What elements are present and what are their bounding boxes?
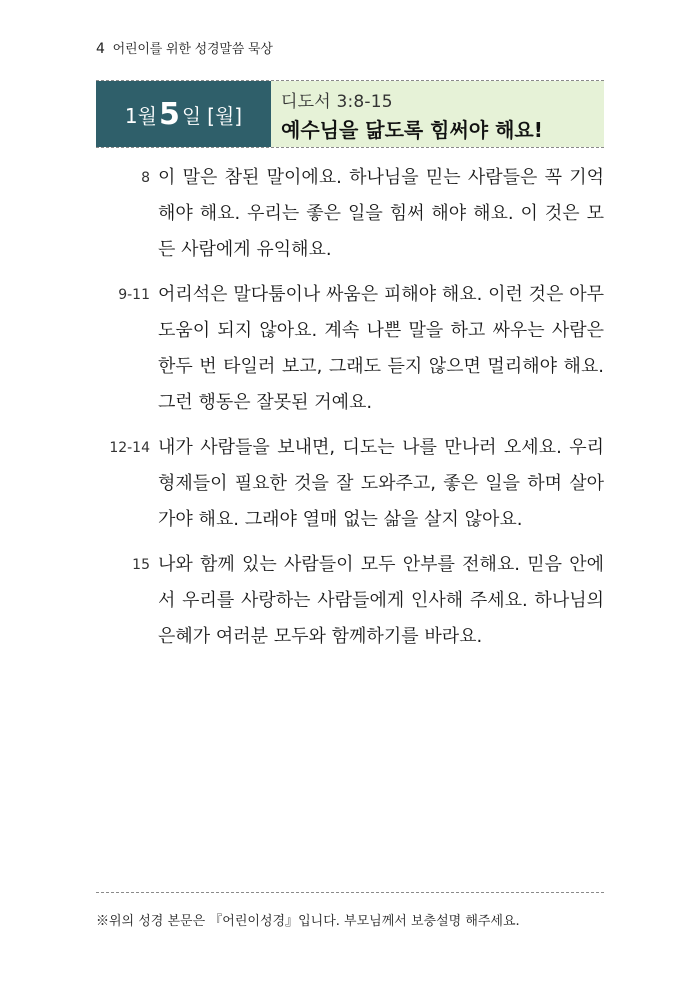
footnote: ※위의 성경 본문은 『어린이성경』입니다. 부모님께서 보충설명 해주세요. [96,914,520,929]
verse-block [96,160,604,268]
verse-number: 12-14 [109,440,150,456]
verse-block [96,277,604,421]
date-weekday: [월] [207,103,243,128]
verse-text: 내가 사람들을 보내면, 디도는 나를 만나러 오세요. 우리 형제들이 필요한 것을 잘 도와주고, 좋은 일을 하며 살아가야 해요. 그래야 열매 없는 삶을 살지 않아요. [158,437,604,530]
scripture-reference: 디도서 3:8-15 [281,92,393,112]
title-panel [271,81,604,147]
date-month: 1월 [124,103,157,128]
page-number: 4 [96,41,105,57]
verse-text: 어리석은 말다툼이나 싸움은 피해야 해요. 이런 것은 아무 도움이 되지 않아요. 계속 나쁜 말을 하고 싸우는 사람은 한두 번 타일러 보고, 그래도 듣지 않으면 멀리해야 해요. 그런 행동은 잘못된 거예요. [158,284,604,413]
date-day: 5 [158,96,180,132]
running-head [96,38,273,57]
date-badge [96,81,271,147]
verse-number: 9-11 [118,287,150,303]
running-head-title: 어린이를 위한 성경말씀 묵상 [112,42,273,57]
verse-text: 이 말은 참된 말이에요. 하나님을 믿는 사람들은 꼭 기억해야 해요. 우리는 좋은 일을 힘써 해야 해요. 이 것은 모든 사람에게 유익해요. [158,167,604,260]
verse-block [96,547,604,655]
devotion-header [96,80,604,148]
footer-divider [96,892,604,893]
verse-text: 나와 함께 있는 사람들이 모두 안부를 전해요. 믿음 안에서 우리를 사랑하는 사람들에게 인사해 주세요. 하나님의 은혜가 여러분 모두와 함께하기를 바라요. [158,554,604,647]
date-day-suffix: 일 [181,103,202,128]
devotion-title: 예수님을 닮도록 힘써야 해요! [281,118,543,142]
scripture-passage [96,160,604,664]
verse-number: 8 [141,170,150,186]
verse-number: 15 [132,557,150,573]
verse-block [96,430,604,538]
